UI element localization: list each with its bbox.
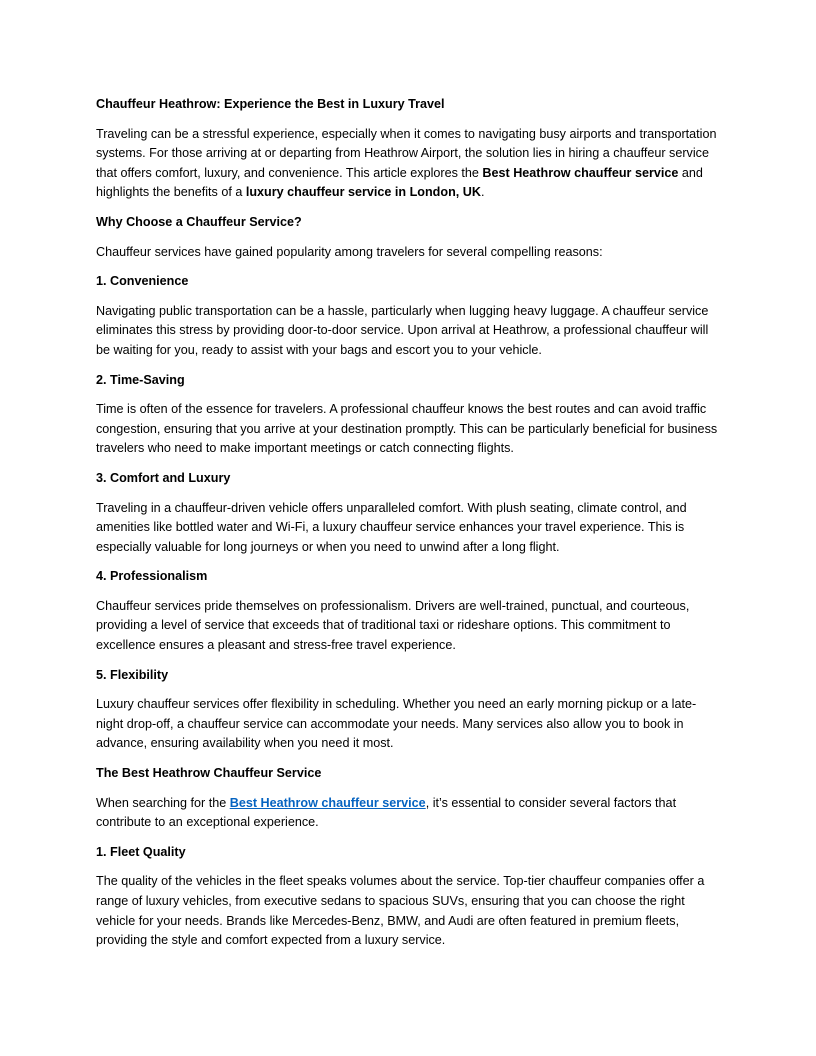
reason-paragraph: Traveling in a chauffeur-driven vehicle offers unparalleled comfort. With plush seating, climate control, and amenities like bottled water and Wi-Fi, a luxury chauffeur service enhances your travel experience. This is especially valuable for long journeys or when you need to unwind after a long flight.	[96, 500, 687, 554]
why-heading: Why Choose a Chauffeur Service?	[96, 214, 302, 229]
intro-paragraph	[96, 125, 720, 203]
document-page	[96, 95, 720, 961]
best-text-a: When searching for the	[96, 795, 230, 810]
intro-text-e: .	[480, 185, 485, 200]
best-heading: The Best Heathrow Chauffeur Service	[96, 766, 322, 781]
page-title: Chauffeur Heathrow: Experience the Best in Luxury Travel	[96, 97, 445, 111]
fleet-heading: 1. Fleet Quality	[96, 844, 186, 859]
reason-paragraph: Chauffeur services pride themselves on professionalism. Drivers are well-trained, punctual, and courteous, providing a level of service that exceeds that of traditional taxi or rideshare options. This commitment to excellence ensures a pleasant and stress-free travel experience.	[96, 598, 690, 653]
reason-paragraph: Navigating public transportation can be a hassle, particularly when lugging heavy luggage. A chauffeur service eliminates this stress by providing door-to-door service. Upon arrival at Heathrow, a professional chauffeur will be waiting for you, ready to assist with your bags and escort you to your vehicle.	[96, 303, 709, 357]
intro-bold-best-service: Best Heathrow chauffeur service	[482, 165, 679, 180]
intro-bold-luxury-service: luxury chauffeur service in London, UK	[245, 185, 481, 200]
intro-text-a: Traveling can be a stressful experience, especially when it comes to navigating busy airports and transportation systems. For those arriving at or departing from Heathrow Airport, the solution lies in hiring a chauffeur service that offers comfort, luxury, and convenience. This article explores the	[96, 126, 717, 180]
why-paragraph: Chauffeur services have gained popularity among travelers for several compelling reasons:	[96, 244, 603, 259]
reason-heading: 2. Time-Saving	[96, 372, 185, 387]
reason-heading: 4. Professionalism	[96, 569, 208, 584]
reason-heading: 5. Flexibility	[96, 667, 169, 682]
reason-heading: 1. Convenience	[96, 274, 189, 289]
intro-text-c: and highlights the benefits of a	[96, 165, 703, 200]
reason-paragraph: Luxury chauffeur services offer flexibility in scheduling. Whether you need an early morning pickup or a late-night drop-off, a chauffeur service can accommodate your needs. Many services also allow you to book in advance, ensuring availability when you need it most.	[96, 697, 697, 751]
best-text-b: , it’s essential to consider several factors that contribute to an exceptional experience.	[96, 795, 677, 830]
best-paragraph	[96, 794, 720, 833]
reason-heading: 3. Comfort and Luxury	[96, 470, 231, 485]
best-heathrow-chauffeur-link[interactable]: Best Heathrow chauffeur service	[229, 795, 426, 810]
fleet-paragraph: The quality of the vehicles in the fleet speaks volumes about the service. Top-tier chauffeur companies offer a range of luxury vehicles, from executive sedans to spacious SUVs, ensuring that you can choose the right vehicle for your needs. Brands like Mercedes-Benz, BMW, and Audi are often featured in premium fleets, providing the style and comfort expected from a luxury service.	[96, 874, 705, 948]
reason-paragraph: Time is often of the essence for travelers. A professional chauffeur knows the best routes and can avoid traffic congestion, ensuring that you arrive at your destination promptly. This can be particularly beneficial for business travelers who need to make important meetings or catch connecting flights.	[96, 402, 718, 456]
